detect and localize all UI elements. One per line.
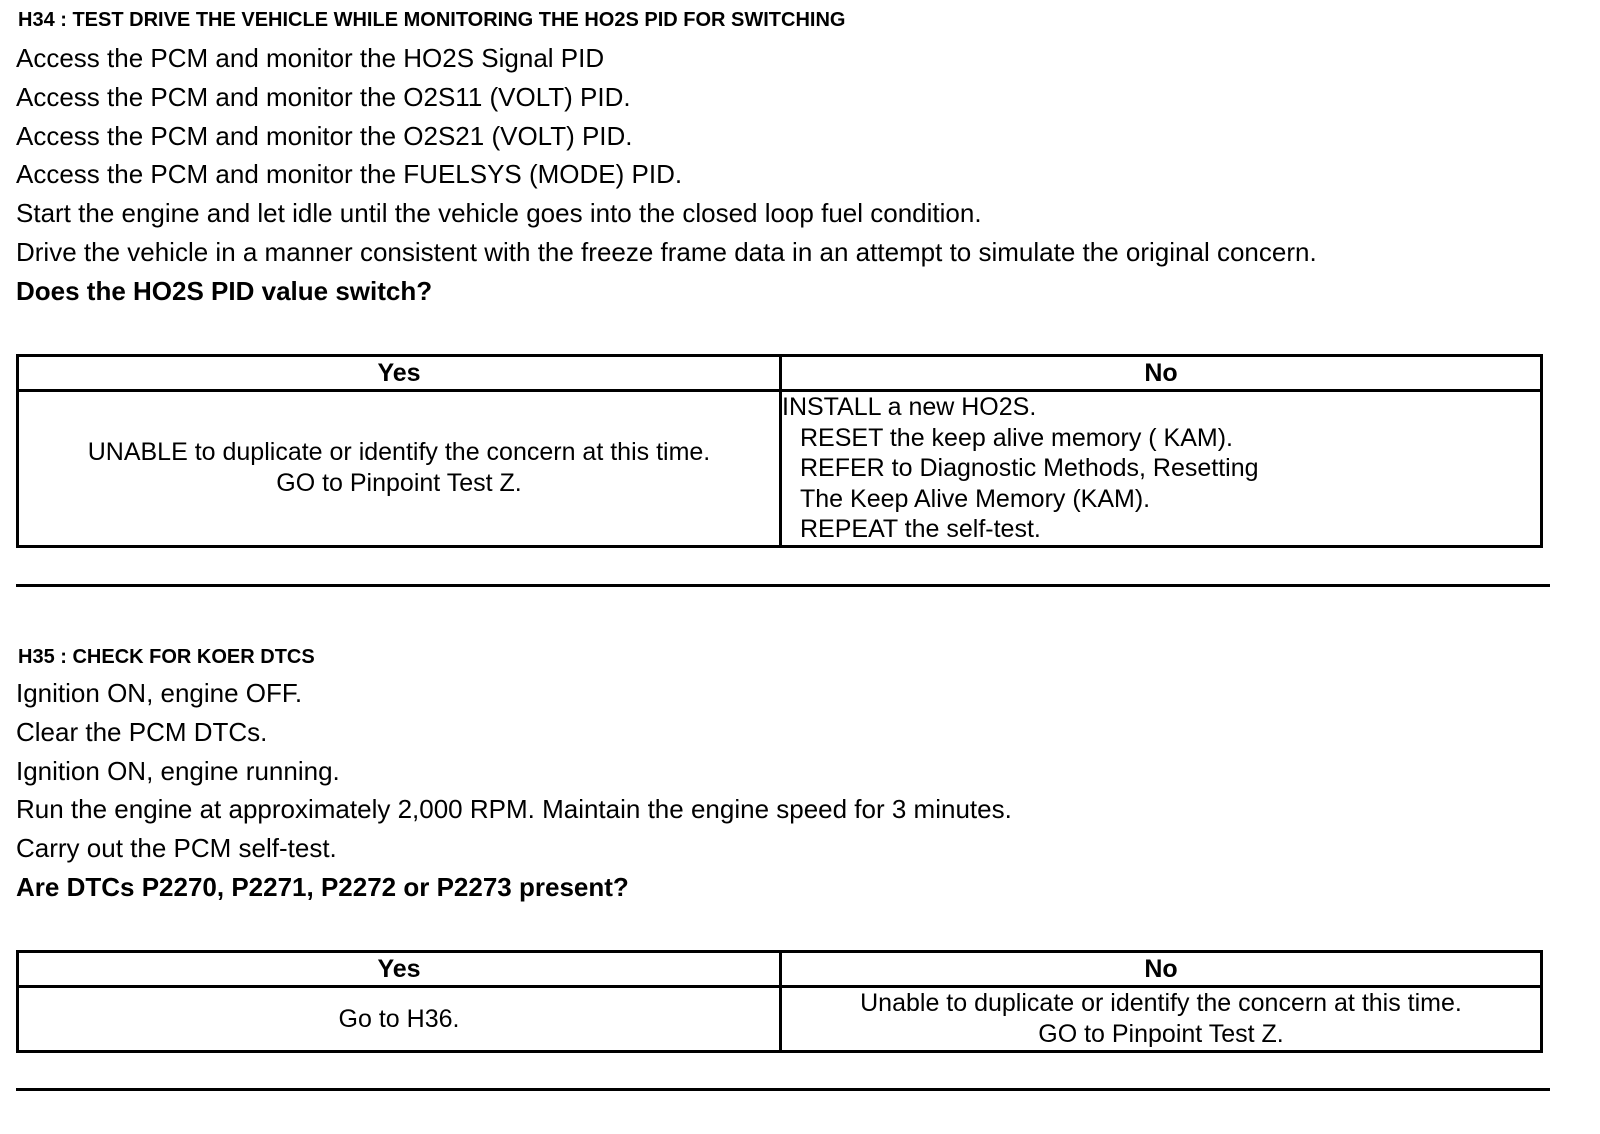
h34-question: Does the HO2S PID value switch? — [16, 276, 433, 306]
h34-step: Access the PCM and monitor the O2S11 (VOLT) PID. — [16, 82, 631, 112]
h35-result-table — [16, 950, 1543, 1053]
no-text: RESET the keep alive memory ( KAM). — [800, 423, 1234, 452]
yes-text: GO to Pinpoint Test Z. — [276, 469, 522, 498]
no-cell — [781, 987, 1542, 1052]
h35-step: Clear the PCM DTCs. — [16, 717, 268, 747]
h34-heading: H34 : TEST DRIVE THE VEHICLE WHILE MONITORING THE HO2S PID FOR SWITCHING — [18, 9, 846, 31]
yes-text: Go to H36. — [338, 1004, 460, 1033]
h34-step: Drive the vehicle in a manner consistent with the freeze frame data in an attempt to simulate the original concern. — [16, 237, 1317, 267]
no-text: REPEAT the self-test. — [800, 515, 1041, 543]
section-divider — [16, 1088, 1550, 1091]
h35-step: Carry out the PCM self-test. — [16, 833, 337, 863]
h34-step: Access the PCM and monitor the FUELSYS (MODE) PID. — [16, 159, 683, 189]
no-cell — [781, 391, 1542, 547]
h35-heading: H35 : CHECK FOR KOER DTCS — [18, 646, 315, 668]
yes-header: Yes — [18, 952, 781, 987]
no-text: The Keep Alive Memory (KAM). — [800, 484, 1151, 513]
section-divider — [16, 584, 1550, 587]
yes-header: Yes — [18, 356, 781, 391]
h35-step: Ignition ON, engine OFF. — [16, 678, 303, 708]
h35-step: Ignition ON, engine running. — [16, 756, 340, 786]
yes-text: UNABLE to duplicate or identify the concern at this time. — [87, 438, 711, 467]
h35-question: Are DTCs P2270, P2271, P2272 or P2273 present? — [16, 872, 629, 902]
no-header: No — [781, 952, 1542, 987]
no-text: GO to Pinpoint Test Z. — [1038, 1020, 1284, 1048]
h34-step: Start the engine and let idle until the vehicle goes into the closed loop fuel condition. — [16, 198, 982, 228]
h34-step: Access the PCM and monitor the O2S21 (VOLT) PID. — [16, 121, 633, 151]
h34-result-table — [16, 354, 1543, 548]
no-text: REFER to Diagnostic Methods, Resetting — [800, 454, 1259, 482]
no-text: Unable to duplicate or identify the concern at this time. — [860, 989, 1462, 1017]
yes-cell — [18, 391, 781, 547]
no-text: INSTALL a new HO2S. — [782, 393, 1037, 421]
h35-step: Run the engine at approximately 2,000 RPM. Maintain the engine speed for 3 minutes. — [16, 794, 1012, 824]
yes-cell — [18, 987, 781, 1052]
no-header: No — [781, 356, 1542, 391]
h34-step: Access the PCM and monitor the HO2S Signal PID — [16, 43, 605, 73]
